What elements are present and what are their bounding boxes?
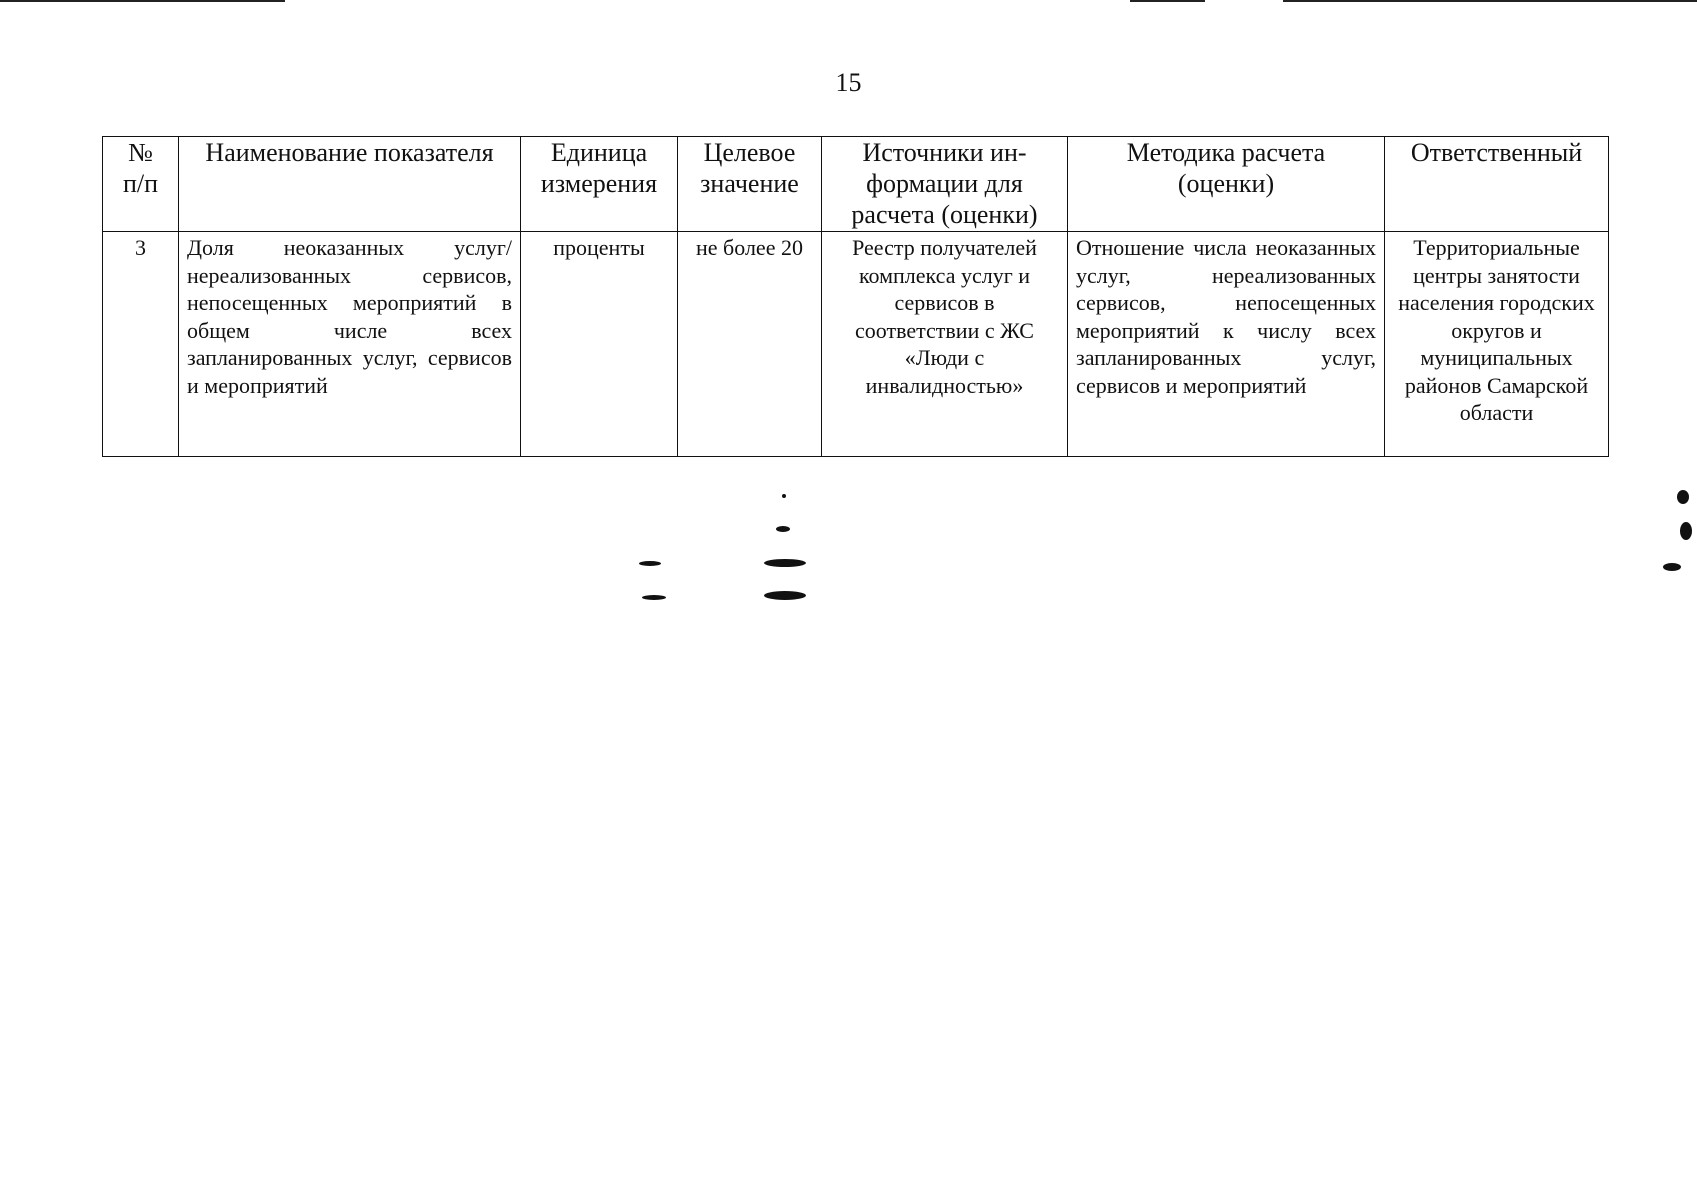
header-calculation-method: Методика расчета (оценки) xyxy=(1068,137,1385,232)
scan-speck xyxy=(1677,490,1689,504)
page-number: 15 xyxy=(835,68,862,97)
cell-number: 3 xyxy=(103,232,179,457)
header-number xyxy=(103,137,179,232)
cell-method: Отношение числа неоказанных услуг, нереализованных сервисов, непосещенных мероприятий к числу всех запланированных услуг, сервисов и мероприятий xyxy=(1068,232,1385,457)
top-edge-rule xyxy=(1130,0,1205,2)
cell-target: не более 20 xyxy=(678,232,822,457)
cell-source: Реестр получателей комплекса услуг и сервисов в соответствии с ЖС «Люди с инвалидностью» xyxy=(822,232,1068,457)
cell-responsible: Территориальные центры занятости населения городских округов и муниципальных районов Самарской области xyxy=(1385,232,1609,457)
header-responsible: Ответственный xyxy=(1385,137,1609,232)
header-text: № п/п xyxy=(122,138,159,198)
scan-speck xyxy=(639,561,661,566)
scan-speck xyxy=(764,559,806,567)
scan-speck xyxy=(782,494,786,498)
scan-speck xyxy=(776,526,790,532)
scan-speck xyxy=(764,591,806,600)
top-edge-rule xyxy=(1283,0,1697,2)
indicators-table xyxy=(102,136,1609,457)
header-target-value: Целевое значение xyxy=(678,137,822,232)
header-unit: Единица измерения xyxy=(521,137,678,232)
cell-indicator: Доля неоказанных услуг/ нереализованных сервисов, непосещенных мероприятий в общем числе всех запланированных услуг, сервисов и мероприятий xyxy=(179,232,521,457)
scan-speck xyxy=(1663,563,1681,571)
table-row xyxy=(103,232,1609,457)
top-edge-rule xyxy=(0,0,285,2)
scan-speck xyxy=(1680,522,1692,540)
header-info-sources: Источники ин- формации для расчета (оценки) xyxy=(822,137,1068,232)
cell-unit: проценты xyxy=(521,232,678,457)
table-header-row xyxy=(103,137,1609,232)
header-indicator-name: Наименование показателя xyxy=(179,137,521,232)
scan-speck xyxy=(642,595,666,600)
